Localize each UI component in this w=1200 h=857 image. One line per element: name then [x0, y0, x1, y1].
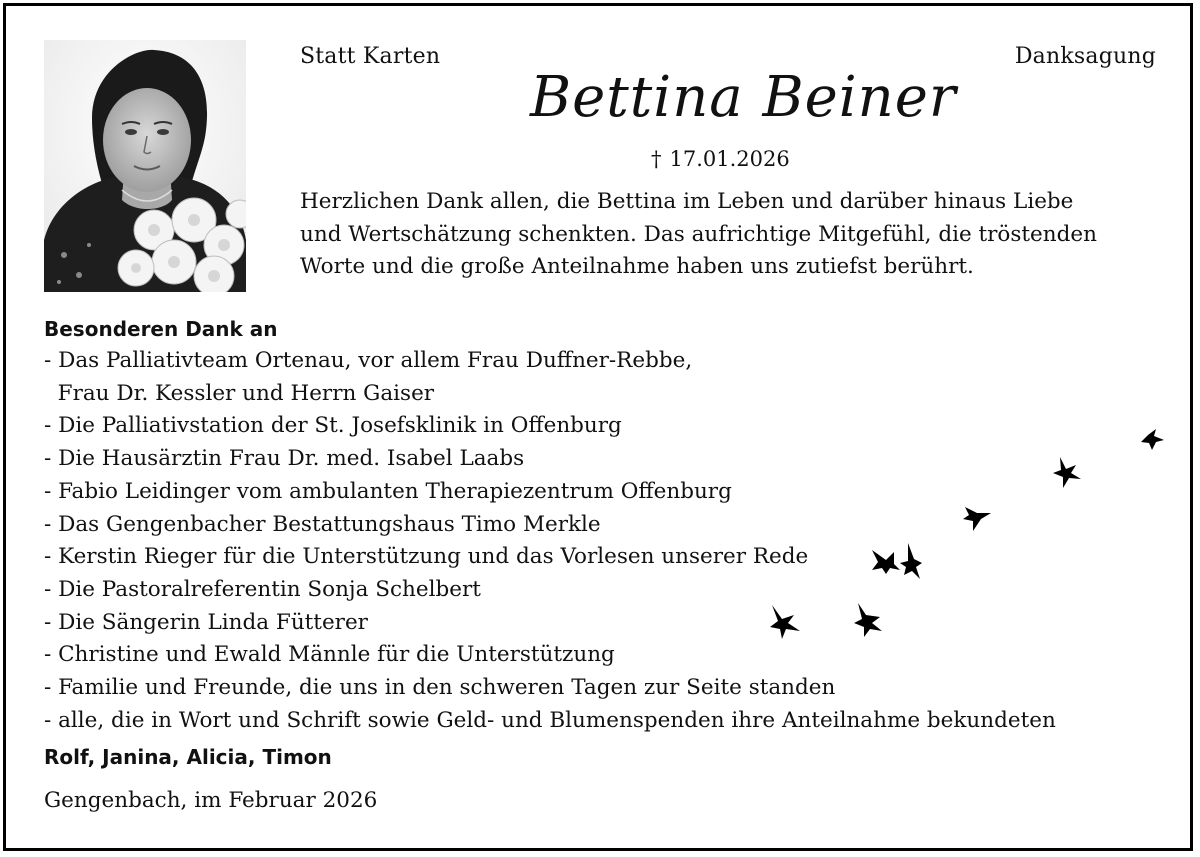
list-item: Frau Dr. Kessler und Herrn Gaiser — [44, 380, 435, 406]
bird-icon — [963, 507, 991, 531]
header-statt-karten: Statt Karten — [300, 44, 441, 69]
list-item: - Kerstin Rieger für die Unterstützung und das Vorlesen unserer Rede — [44, 544, 809, 570]
header-danksagung: Danksagung — [1014, 44, 1156, 69]
thanks-line: Worte und die große Anteilnahme haben uns zutiefst berührt. — [300, 254, 974, 279]
thanks-line: und Wertschätzung schenkten. Das aufrichtige Mitgefühl, die tröstenden — [300, 221, 1097, 247]
flying-birds-icon — [760, 415, 1180, 655]
death-date: 17.01.2026 — [669, 147, 790, 171]
portrait-photo — [44, 40, 246, 292]
list-item: - Die Palliativstation der St. Josefsklinik in Offenburg — [44, 413, 622, 439]
deceased-name: Bettina Beiner — [530, 65, 957, 130]
bird-icon — [770, 605, 800, 639]
place-date: Gengenbach, im Februar 2026 — [44, 788, 378, 813]
cross-symbol: † — [651, 147, 662, 171]
special-thanks-title: Besonderen Dank an — [44, 317, 278, 341]
list-item: - Familie und Freunde, die uns in den schweren Tagen zur Seite standen — [44, 675, 836, 701]
list-item: - Christine und Ewald Männle für die Unterstützung — [44, 642, 615, 668]
bird-icon — [900, 543, 922, 579]
bird-icon — [854, 603, 882, 637]
death-date-line — [651, 147, 790, 171]
list-item: - Fabio Leidinger vom ambulanten Therapiezentrum Offenburg — [44, 478, 732, 504]
bird-icon — [1053, 457, 1081, 488]
list-item: - Das Palliativteam Ortenau, vor allem Frau Duffner-Rebbe, — [44, 348, 693, 373]
list-item: - Die Pastoralreferentin Sonja Schelbert — [44, 576, 481, 602]
list-item: - Das Gengenbacher Bestattungshaus Timo Merkle — [44, 511, 601, 537]
thanks-line: Herzlichen Dank allen, die Bettina im Leben und darüber hinaus Liebe — [300, 189, 1074, 214]
list-item: - Die Sängerin Linda Fütterer — [44, 609, 368, 635]
thanks-paragraph — [300, 186, 1160, 284]
list-item: - Die Hausärztin Frau Dr. med. Isabel Laabs — [44, 446, 525, 472]
bird-icon — [872, 550, 900, 574]
bird-icon — [1141, 429, 1164, 450]
list-item: - alle, die in Wort und Schrift sowie Geld- und Blumenspenden ihre Anteilnahme bekundeten — [44, 707, 1056, 733]
signers: Rolf, Janina, Alicia, Timon — [44, 745, 332, 769]
